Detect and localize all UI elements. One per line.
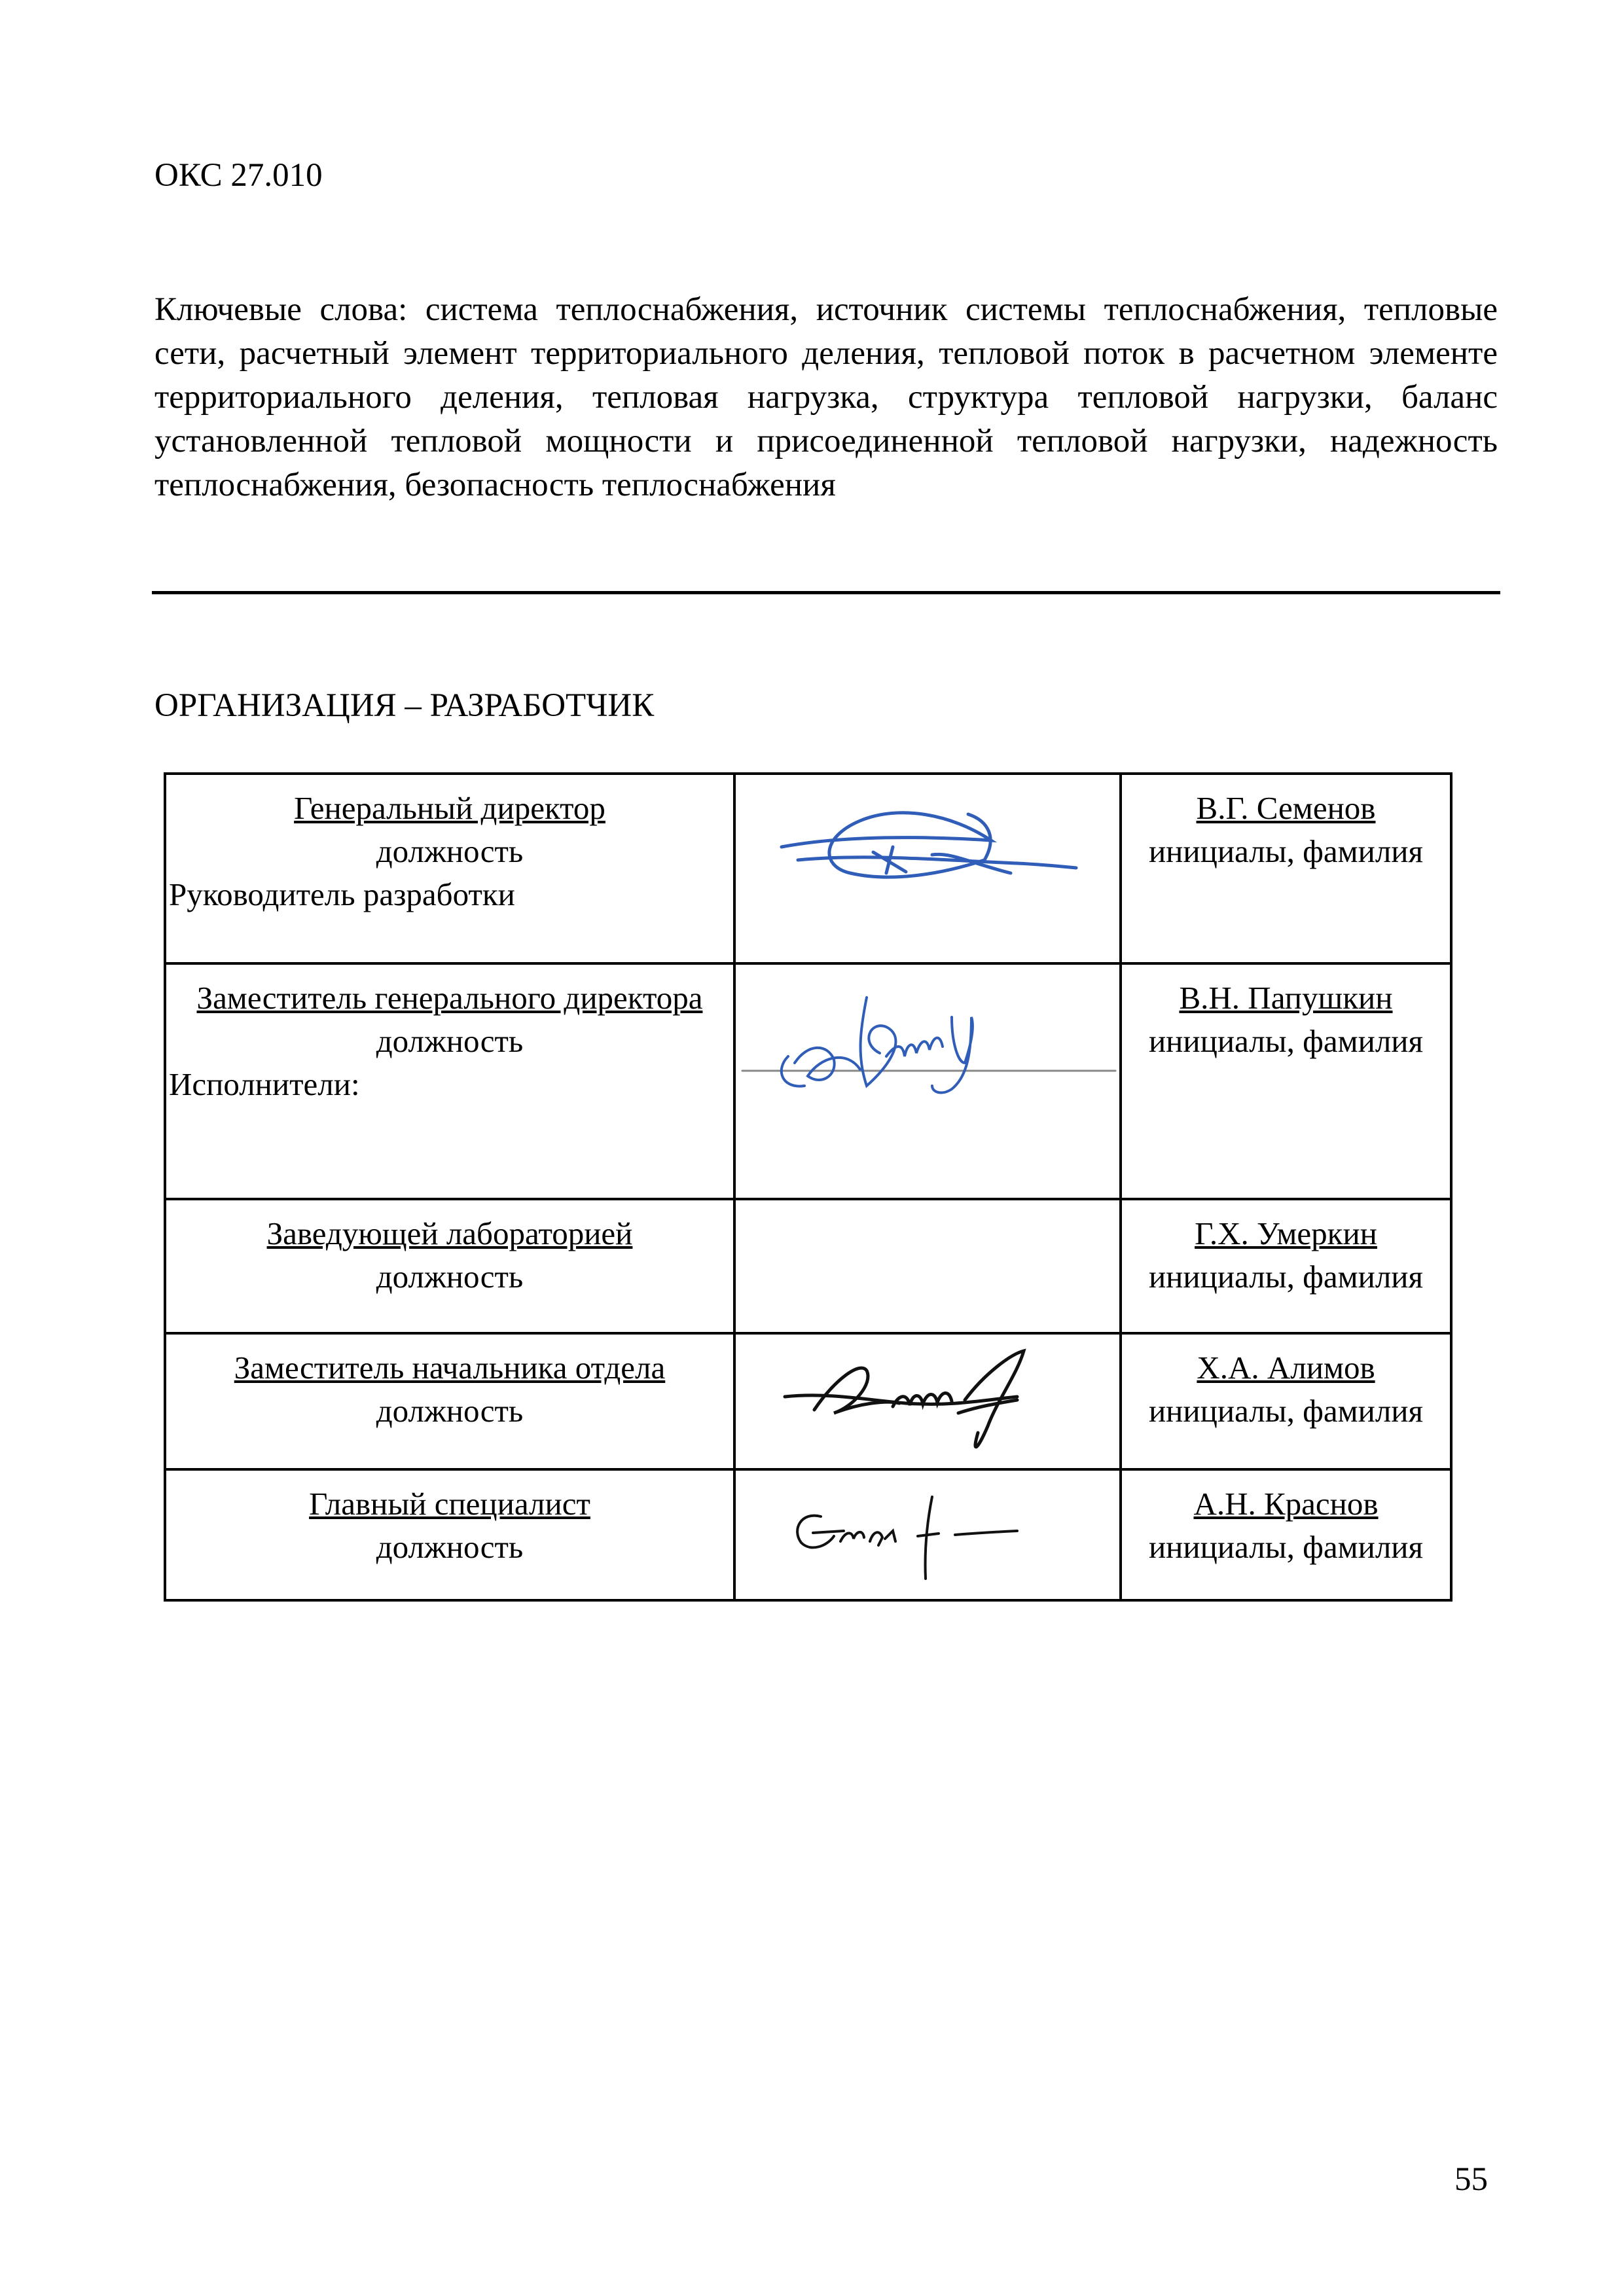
position-title: Заведующей лабораторией <box>266 1215 633 1251</box>
name-caption: инициалы, фамилия <box>1148 1259 1424 1295</box>
page-number: 55 <box>1454 2161 1488 2198</box>
person-name: Х.А. Алимов <box>1197 1350 1375 1386</box>
name-caption: инициалы, фамилия <box>1148 1023 1424 1059</box>
signature-cell <box>734 774 1121 963</box>
keywords-paragraph: Ключевые слова: система теплоснабжения, источник системы теплоснабжения, тепловые сети, расчетный элемент территориального деления, тепловой поток в расчетном элементе территориального деления, тепловая нагрузка, структура тепловой нагрузки, баланс установленной тепловой мощности и присоединенной тепловой нагрузки, надежность теплоснабжения, безопасность теплоснабжения <box>154 291 1498 503</box>
name-caption: инициалы, фамилия <box>1148 1393 1424 1429</box>
name-caption: инициалы, фамилия <box>1148 833 1424 869</box>
name-cell <box>1121 1199 1451 1333</box>
signature-image <box>736 1335 1122 1471</box>
position-title: Генеральный директор <box>294 790 605 826</box>
organization-heading: ОРГАНИЗАЦИЯ – РАЗРАБОТЧИК <box>154 687 655 724</box>
name-cell <box>1121 1333 1451 1469</box>
position-caption: должность <box>376 833 524 869</box>
signature-cell <box>734 963 1121 1199</box>
position-caption: должность <box>376 1393 524 1429</box>
position-cell <box>165 1199 734 1333</box>
signature-cell <box>734 1199 1121 1333</box>
signature-cell <box>734 1333 1121 1469</box>
role-label: Руководитель разработки <box>169 876 515 912</box>
position-cell <box>165 1333 734 1469</box>
signature-table <box>164 772 1453 1602</box>
position-title: Заместитель начальника отдела <box>234 1350 666 1386</box>
oks-code: ОКС 27.010 <box>154 157 323 194</box>
position-caption: должность <box>376 1529 524 1565</box>
position-caption: должность <box>376 1023 524 1059</box>
horizontal-rule <box>152 591 1500 594</box>
person-name: В.Н. Папушкин <box>1179 980 1393 1016</box>
position-cell <box>165 774 734 963</box>
position-title: Главный специалист <box>309 1486 590 1522</box>
signature-image <box>736 1471 1122 1602</box>
person-name: А.Н. Краснов <box>1193 1486 1379 1522</box>
name-cell <box>1121 963 1451 1199</box>
table-row <box>165 963 1451 1199</box>
name-cell <box>1121 774 1451 963</box>
position-cell <box>165 1469 734 1600</box>
position-title: Заместитель генерального директора <box>196 980 703 1016</box>
person-name: В.Г. Семенов <box>1196 790 1376 826</box>
table-row <box>165 774 1451 963</box>
signature-cell <box>734 1469 1121 1600</box>
name-caption: инициалы, фамилия <box>1148 1529 1424 1565</box>
table-row <box>165 1333 1451 1469</box>
signature-image <box>736 965 1122 1200</box>
name-cell <box>1121 1469 1451 1600</box>
person-name: Г.Х. Умеркин <box>1195 1215 1377 1251</box>
table-row <box>165 1199 1451 1333</box>
position-caption: должность <box>376 1259 524 1295</box>
table-row <box>165 1469 1451 1600</box>
role-label: Исполнители: <box>169 1066 360 1102</box>
position-cell <box>165 963 734 1199</box>
signature-image <box>736 775 1122 965</box>
